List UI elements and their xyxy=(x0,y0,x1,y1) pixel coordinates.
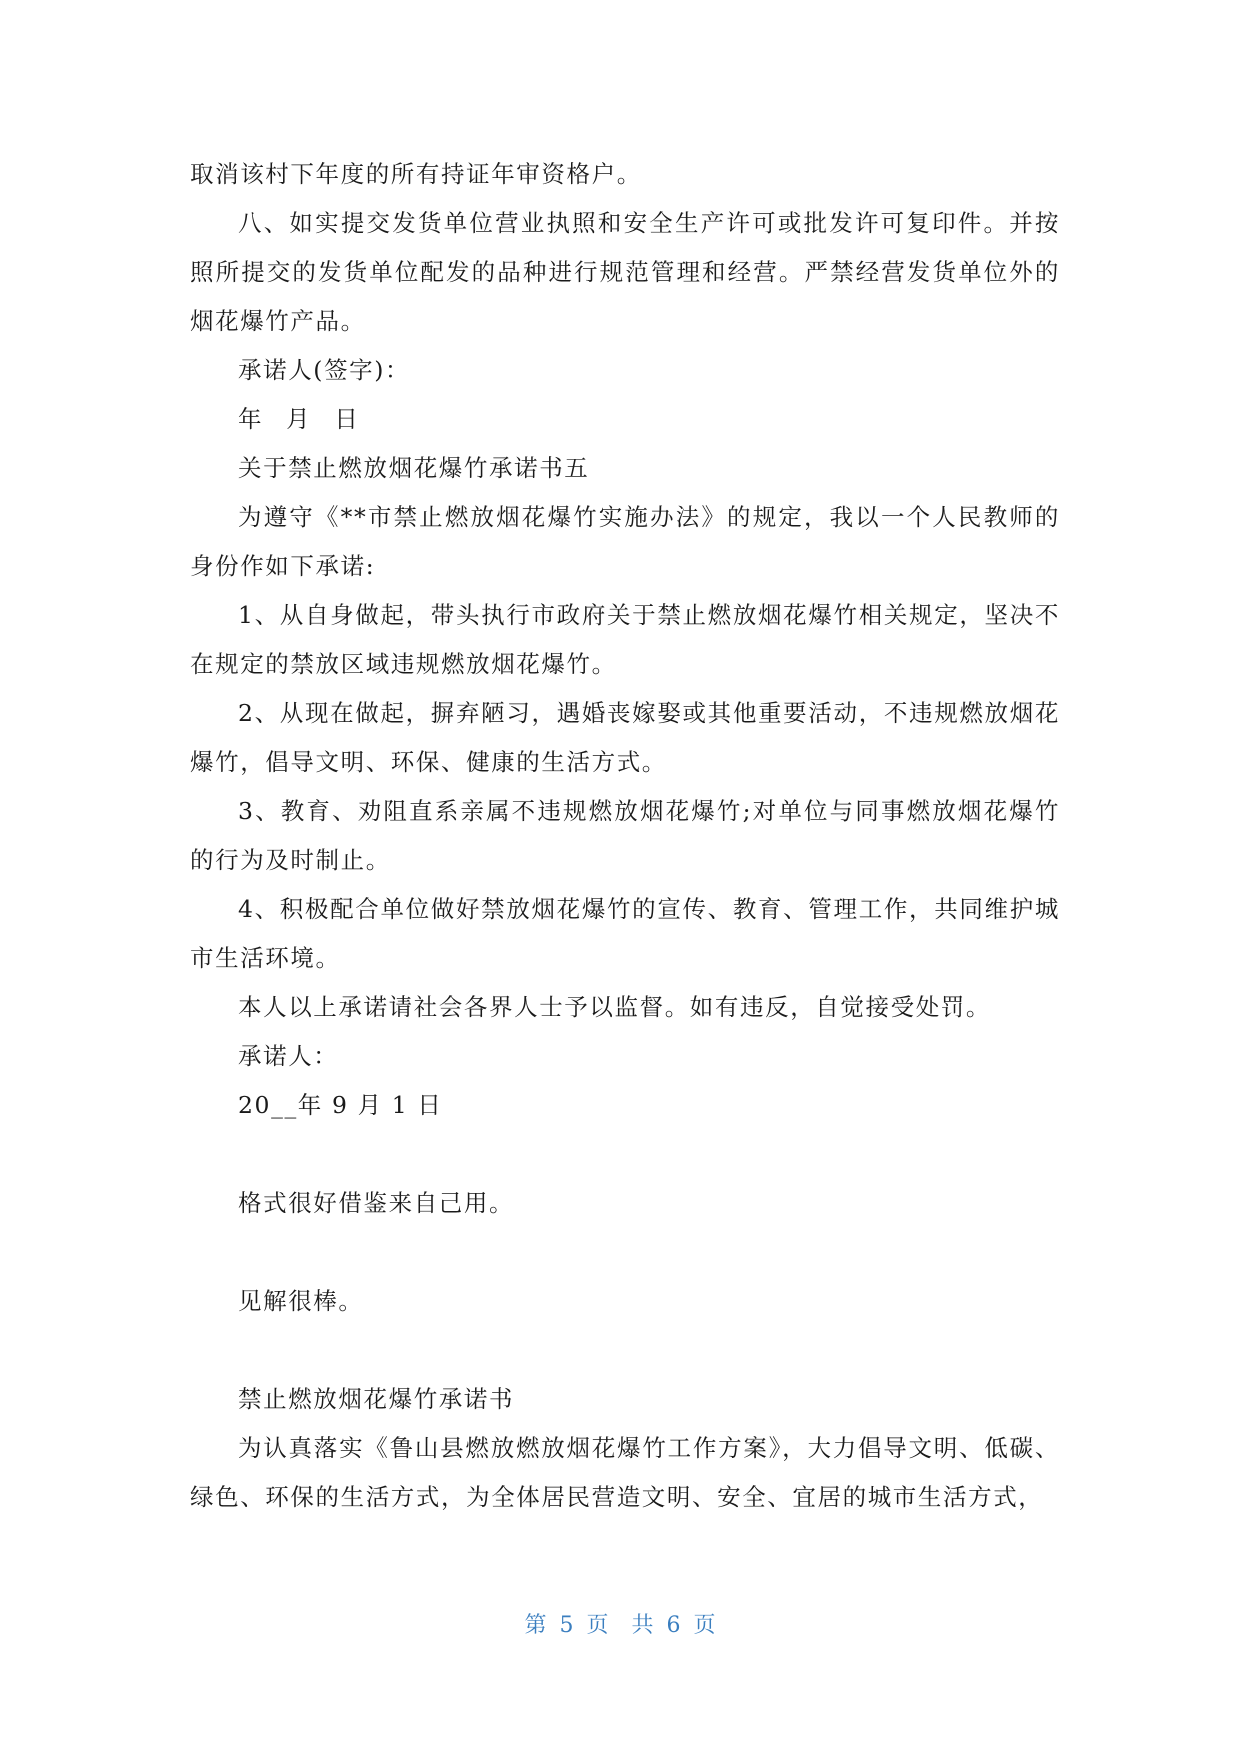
paragraph-item-1: 1、从自身做起，带头执行市政府关于禁止燃放烟花爆竹相关规定，坚决不在规定的禁放区域违规燃放烟花爆竹。 xyxy=(190,601,1060,678)
page-footer xyxy=(0,1608,1241,1639)
spacer xyxy=(190,1326,1060,1375)
paragraph-item-2: 2、从现在做起，摒弃陋习，遇婚丧嫁娶或其他重要活动，不违规燃放烟花爆竹，倡导文明、环保、健康的生活方式。 xyxy=(190,699,1060,776)
paragraph-statement: 本人以上承诺请社会各界人士予以监督。如有违反，自觉接受处罚。 xyxy=(238,993,991,1021)
paragraph-continuation: 取消该村下年度的所有持证年审资格户。 xyxy=(190,160,642,188)
footer-total-pages: 6 xyxy=(666,1613,682,1638)
section-title-five: 关于禁止燃放烟花爆竹承诺书五 xyxy=(238,454,590,482)
spacer xyxy=(190,1130,1060,1179)
paragraph-item-3: 3、教育、劝阻直系亲属不违规燃放烟花爆竹;对单位与同事燃放烟花爆竹的行为及时制止。 xyxy=(190,797,1060,874)
footer-current-page: 5 xyxy=(559,1613,575,1638)
footer-suffix: 页 xyxy=(693,1613,717,1638)
paragraph-intro-2: 为认真落实《鲁山县燃放燃放烟花爆竹工作方案》，大力倡导文明、低碳、绿色、环保的生活方式，为全体居民营造文明、安全、宜居的城市生活方式， xyxy=(190,1434,1060,1511)
signature-line: 承诺人(签字)： xyxy=(238,356,411,384)
signature-line-2: 承诺人： xyxy=(238,1042,339,1070)
date-line: 年 月 日 xyxy=(238,405,360,433)
date-line-2: 20__年 9 月 1 日 xyxy=(238,1091,443,1119)
footer-prefix: 第 xyxy=(524,1613,548,1638)
spacer xyxy=(190,1228,1060,1277)
document-body xyxy=(190,150,1060,1522)
section-title: 禁止燃放烟花爆竹承诺书 xyxy=(238,1385,515,1413)
paragraph-intro: 为遵守《**市禁止燃放烟花爆竹实施办法》的规定，我以一个人民教师的身份作如下承诺: xyxy=(190,503,1060,580)
comment-1: 格式很好借鉴来自己用。 xyxy=(238,1189,515,1217)
paragraph-item-eight: 八、如实提交发货单位营业执照和安全生产许可或批发许可复印件。并按照所提交的发货单位配发的品种进行规范管理和经营。严禁经营发货单位外的烟花爆竹产品。 xyxy=(190,209,1060,335)
footer-middle: 页 共 xyxy=(586,1613,655,1638)
comment-2: 见解很棒。 xyxy=(238,1287,364,1315)
paragraph-item-4: 4、积极配合单位做好禁放烟花爆竹的宣传、教育、管理工作，共同维护城市生活环境。 xyxy=(190,895,1060,972)
